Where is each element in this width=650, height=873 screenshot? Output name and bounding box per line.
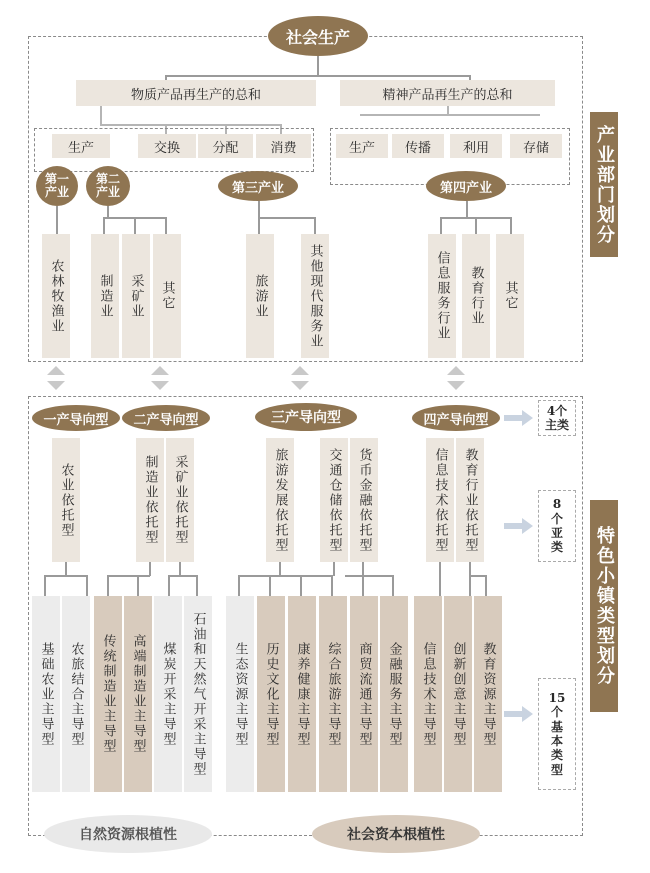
stage-produce: 生产 xyxy=(52,134,110,158)
basic-type-3: 传统制造业主导型 xyxy=(94,596,122,792)
main-type-2: 二产导向型 xyxy=(122,405,210,431)
sub-type-finance: 货币金融依托型 xyxy=(350,438,378,562)
basic-type-12: 金融服务主导型 xyxy=(380,596,408,792)
industry-mining: 采矿业 xyxy=(122,234,150,358)
stage-store: 存储 xyxy=(510,134,562,158)
stage-s-produce: 生产 xyxy=(336,134,388,158)
main-type-4: 四产导向型 xyxy=(412,405,500,431)
basic-type-2: 农旅结合主导型 xyxy=(62,596,90,792)
double-arrow-icon xyxy=(290,364,310,392)
stage-consume: 消费 xyxy=(256,134,311,158)
social-rootedness-label: 社会资本根植性 xyxy=(312,815,480,853)
double-arrow-icon xyxy=(150,364,170,392)
stage-spread: 传播 xyxy=(392,134,444,158)
industry-other-4: 其它 xyxy=(496,234,524,358)
material-sum-box: 物质产品再生产的总和 xyxy=(76,80,316,106)
natural-rootedness-label: 自然资源根植性 xyxy=(44,815,212,853)
stage-exchange: 交换 xyxy=(138,134,196,158)
basic-type-5: 煤炭开采主导型 xyxy=(154,596,182,792)
basic-type-11: 商贸流通主导型 xyxy=(350,596,378,792)
double-arrow-icon xyxy=(46,364,66,392)
basic-type-1: 基础农业主导型 xyxy=(32,596,60,792)
right-arrow-icon xyxy=(504,410,534,426)
sector-secondary: 第二产业 xyxy=(86,166,130,206)
basic-type-9: 康养健康主导型 xyxy=(288,596,316,792)
industry-other-2: 其它 xyxy=(153,234,181,358)
basic-type-14: 创新创意主导型 xyxy=(444,596,472,792)
right-arrow-icon xyxy=(504,518,534,534)
industry-agri: 农林牧渔业 xyxy=(42,234,70,358)
sub-type-mining: 采矿业依托型 xyxy=(166,438,194,562)
industry-tourism: 旅游业 xyxy=(246,234,274,358)
basic-type-13: 信息技术主导型 xyxy=(414,596,442,792)
right-arrow-icon xyxy=(504,706,534,722)
sub-type-agri: 农业依托型 xyxy=(52,438,80,562)
sub-type-it: 信息技术依托型 xyxy=(426,438,454,562)
sub-type-manufacturing: 制造业依托型 xyxy=(136,438,164,562)
sector-primary: 第一产业 xyxy=(36,166,78,206)
sub-type-transport: 交通仓储依托型 xyxy=(320,438,348,562)
stage-use: 利用 xyxy=(450,134,502,158)
industry-division-label: 产业部门划分 xyxy=(590,112,618,257)
basic-type-15: 教育资源主导型 xyxy=(474,596,502,792)
main-type-1: 一产导向型 xyxy=(32,405,120,431)
stage-distribute: 分配 xyxy=(198,134,253,158)
basic-type-4: 高端制造业主导型 xyxy=(124,596,152,792)
basic-type-count: 15个基本类型 xyxy=(538,678,576,790)
sub-type-tourism: 旅游发展依托型 xyxy=(266,438,294,562)
double-arrow-icon xyxy=(446,364,466,392)
sub-type-count: 8个亚类 xyxy=(538,490,576,562)
main-type-count: 4个主类 xyxy=(538,400,576,436)
sector-tertiary: 第三产业 xyxy=(218,171,298,201)
town-type-label: 特色小镇类型划分 xyxy=(590,500,618,712)
basic-type-6: 石油和天然气开采主导型 xyxy=(184,596,212,792)
basic-type-10: 综合旅游主导型 xyxy=(319,596,347,792)
industry-modern-service: 其他现代服务业 xyxy=(301,234,329,358)
root-node: 社会生产 xyxy=(268,16,368,56)
spiritual-sum-box: 精神产品再生产的总和 xyxy=(340,80,555,106)
industry-manufacturing: 制造业 xyxy=(91,234,119,358)
main-type-3: 三产导向型 xyxy=(255,403,357,431)
sector-quaternary: 第四产业 xyxy=(426,171,506,201)
sub-type-education: 教育行业依托型 xyxy=(456,438,484,562)
industry-education: 教育行业 xyxy=(462,234,490,358)
basic-type-7: 生态资源主导型 xyxy=(226,596,254,792)
basic-type-8: 历史文化主导型 xyxy=(257,596,285,792)
industry-info-service: 信息服务行业 xyxy=(428,234,456,358)
